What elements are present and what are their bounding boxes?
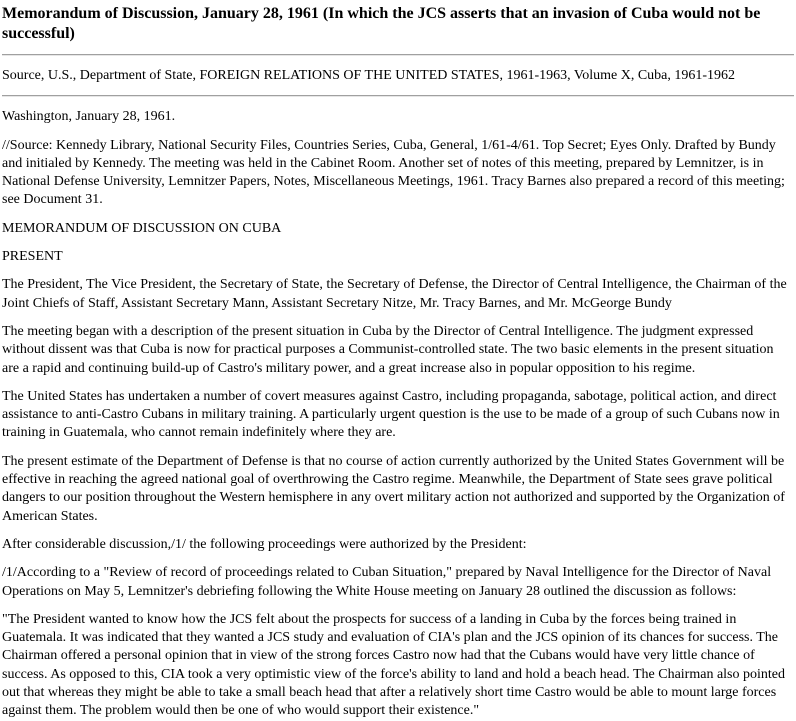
paragraph: The present estimate of the Department of Defense is that no course of action currently authorized by the United States Government will be effective in reaching the agreed national goal of overthrowing the Castro regime. Meanwhile, the Department of State sees grave political dangers to our position throughout the Western hemisphere in any overt military action not authorized and supported by the Organization of American States. [2, 453, 785, 524]
paragraph: The United States has undertaken a number of covert measures against Castro, including propaganda, sabotage, political action, and direct assistance to anti-Castro Cubans in military training. A particularly urgent question is the use to be made of a group of such Cubans now in training in Guatemala, who cannot remain indefinitely where they are. [2, 388, 780, 441]
attendees: The President, The Vice President, the Secretary of State, the Secretary of Defense, the Director of Central Intelligence, the Chairman of the Joint Chiefs of Staff, Assistant Secretary Mann, Assistant Secretary Nitze, Mr. Tracy Barnes, and Mr. McGeorge Bundy [2, 277, 787, 311]
present-heading: PRESENT [2, 249, 63, 265]
paragraph: The meeting began with a description of the present situation in Cuba by the Director of Central Intelligence. The judgment expressed without dissent was that Cuba is now for practical purposes a Communist-controlled state. The two basic elements in the present situation are a rapid and continuing build-up of Castro's military power, and a great increase also in popular opposition to his regime. [2, 323, 774, 376]
paragraph: After considerable discussion,/1/ the following proceedings were authorized by the President: [2, 536, 527, 552]
document-title: Memorandum of Discussion, January 28, 1961 (In which the JCS asserts that an invasion of Cuba would not be successful) [2, 5, 761, 42]
source-line: Source, U.S., Department of State, FOREIGN RELATIONS OF THE UNITED STATES, 1961-1963, Volume X, Cuba, 1961-1962 [2, 68, 736, 83]
source-note: //Source: Kennedy Library, National Security Files, Countries Series, Cuba, General, 1/61-4/61. Top Secret; Eyes Only. Drafted by Bundy and initialed by Kennedy. The meeting was held in the Cabinet Room. Another set of notes of this meeting, prepared by Lemnitzer, is in National Defense University, Lemnitzer Papers, Notes, Miscellaneous Meetings, 1961. Tracy Barnes also prepared a record of this meeting; see Document 31. [2, 137, 785, 208]
quote-paragraph: "The President wanted to know how the JCS felt about the prospects for success of a landing in Cuba by the forces being trained in Guatemala. It was indicated that they wanted a JCS study and evaluation of CIA's plan and the JCS opinion of its chances for success. The Chairman offered a personal opinion that in view of the strong forces Castro now had that the Cubans would have very little chance of success. As opposed to this, CIA took a very optimistic view of the force's ability to land and hold a beach head. The Chairman also pointed out that whereas they might be able to take a small beach head that after a relatively short time Castro would be able to mount large forces against them. The problem would then be one of who would support their existence." [2, 611, 785, 719]
dateline: Washington, January 28, 1961. [2, 109, 176, 125]
divider [2, 54, 794, 56]
divider [2, 95, 794, 97]
memo-heading: MEMORANDUM OF DISCUSSION ON CUBA [2, 220, 282, 236]
footnote: /1/According to a "Review of record of proceedings related to Cuban Situation," prepared by Naval Intelligence for the Director of Naval Operations on May 5, Lemnitzer's debriefing following the White House meeting on January 28 outlined the discussion as follows: [2, 565, 772, 599]
